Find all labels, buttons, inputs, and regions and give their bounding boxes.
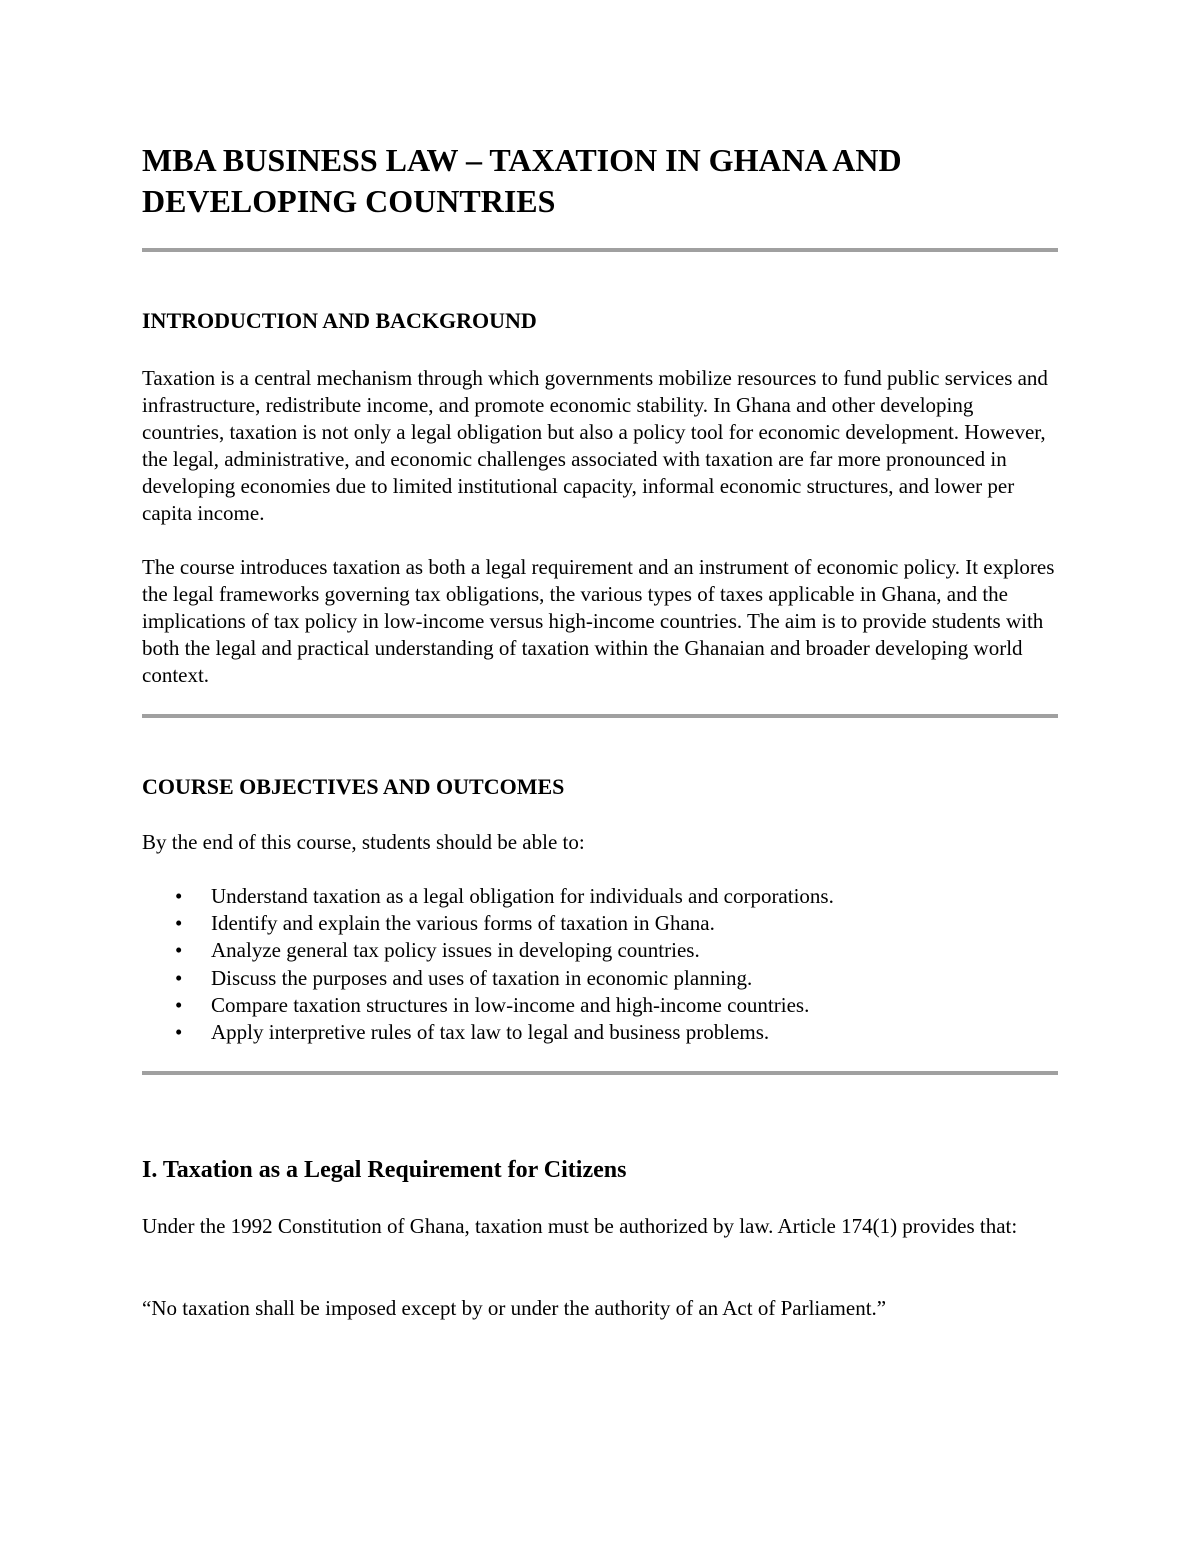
bullet-glyph: • [175, 938, 183, 963]
bullet-glyph: • [175, 965, 183, 990]
list-item-text: Identify and explain the various forms of taxation in Ghana. [211, 911, 715, 936]
horizontal-rule [142, 714, 1058, 718]
list-item-text: Analyze general tax policy issues in developing countries. [211, 938, 700, 963]
section-1-heading: I. Taxation as a Legal Requirement for Citizens [142, 1157, 627, 1183]
list-item [142, 910, 1058, 937]
bullet-glyph: • [175, 992, 183, 1017]
horizontal-rule [142, 248, 1058, 252]
list-item [142, 883, 1058, 910]
bullet-glyph: • [175, 1020, 183, 1045]
objectives-list [142, 883, 1058, 1046]
intro-heading: INTRODUCTION AND BACKGROUND [142, 308, 537, 333]
list-item [142, 965, 1058, 992]
list-item [142, 992, 1058, 1019]
section-1-quote: “No taxation shall be imposed except by or under the authority of an Act of Parliament.” [142, 1296, 887, 1320]
bullet-glyph: • [175, 884, 183, 908]
objectives-lead: By the end of this course, students should be able to: [142, 830, 585, 854]
intro-paragraph-1: Taxation is a central mechanism through which governments mobilize resources to fund public services and infrastructure, redistribute income, and promote economic stability. In Ghana and other developing countries, taxation is not only a legal obligation but also a policy tool for economic development. However, the legal, administrative, and economic challenges associated with taxation are far more pronounced in developing economies due to limited institutional capacity, informal economic structures, and lower per capita income. [142, 366, 1048, 525]
intro-paragraph-2: The course introduces taxation as both a legal requirement and an instrument of economic policy. It explores the legal frameworks governing tax obligations, the various types of taxes applicable in Ghana, and the implications of tax policy in low-income versus high-income countries. The aim is to provide students with both the legal and practical understanding of taxation within the Ghanaian and broader developing world context. [142, 555, 1055, 687]
list-item [142, 937, 1058, 964]
objectives-heading: COURSE OBJECTIVES AND OUTCOMES [142, 774, 565, 799]
list-item-text: Compare taxation structures in low-income and high-income countries. [211, 992, 810, 1017]
list-item-text: Apply interpretive rules of tax law to legal and business problems. [211, 1020, 770, 1045]
bullet-glyph: • [175, 911, 183, 936]
horizontal-rule [142, 1071, 1058, 1075]
document-title: MBA BUSINESS LAW – TAXATION IN GHANA AND DEVELOPING COUNTRIES [142, 142, 902, 219]
section-1-paragraph: Under the 1992 Constitution of Ghana, taxation must be authorized by law. Article 174(1) provides that: [142, 1214, 1018, 1238]
list-item-text: Discuss the purposes and uses of taxation in economic planning. [211, 965, 753, 990]
list-item-text: Understand taxation as a legal obligation for individuals and corporations. [211, 884, 834, 908]
list-item [142, 1019, 1058, 1046]
